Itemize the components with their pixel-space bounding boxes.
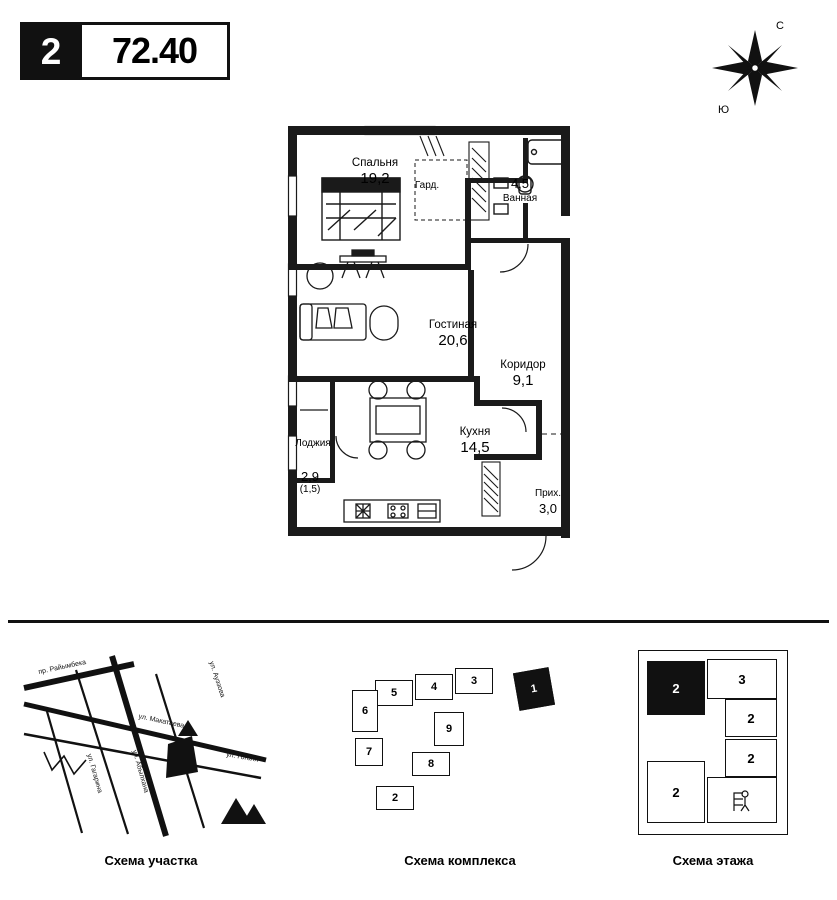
floor-unit-2c[interactable]: 2 [647, 761, 705, 823]
street-label-abylkhan: ул. Абылхана [130, 749, 150, 794]
complex-block-6[interactable]: 6 [352, 690, 378, 732]
complex-block-3[interactable]: 3 [455, 668, 493, 694]
rooms-count: 2 [20, 22, 82, 80]
site-map-panel [16, 648, 286, 838]
complex-map-title: Схема комплекса [404, 853, 516, 868]
room-label-bedroom: Спальня 19,2 [351, 157, 399, 188]
complex-block-5[interactable]: 5 [375, 680, 413, 706]
compass [690, 18, 820, 128]
compass-rose-icon [690, 18, 820, 128]
section-divider [8, 620, 829, 623]
complex-block-7[interactable]: 7 [355, 738, 383, 766]
floor-unit-2b[interactable]: 2 [725, 739, 777, 777]
room-label-livingroom: Гостиная 20,6 [428, 319, 478, 350]
room-label-wardrobe: Гард. [414, 180, 440, 191]
room-label-corridor: Коридор 9,1 [500, 359, 546, 390]
room-label-entrance: Прих. 3,0 [534, 488, 562, 516]
complex-block-8[interactable]: 8 [412, 752, 450, 776]
street-label-gogol: ул. Гоголя [225, 751, 259, 764]
site-map-title: Схема участка [104, 853, 198, 868]
floor-map-title: Схема этажа [672, 853, 754, 868]
street-label-makataev: ул. Макатаева [137, 713, 185, 730]
floor-unit-3[interactable]: 3 [707, 659, 777, 699]
floor-unit-selected[interactable]: 2 [647, 661, 705, 715]
total-area: 72.40 [82, 22, 230, 80]
loggia-area: 2,9 (1,5) [299, 469, 321, 496]
street-label-raiymbek: пр. Райымбека [37, 659, 87, 676]
complex-map-panel [340, 660, 580, 830]
floorplan-drawing [270, 118, 590, 588]
street-label-auezov: ул. Ауэзова [207, 660, 226, 699]
street-label-gagarin: ул. Гагарина [85, 753, 104, 794]
site-map-graphic [16, 648, 286, 838]
room-label-bathroom: 4,5 Ванная [502, 176, 538, 204]
floor-unit-stairs[interactable] [707, 777, 777, 823]
room-label-loggia: Лоджия [295, 438, 331, 449]
floor-map-panel [638, 650, 788, 835]
compass-south-label: Ю [718, 104, 730, 116]
floor-unit-2a[interactable]: 2 [725, 699, 777, 737]
complex-block-4[interactable]: 4 [415, 674, 453, 700]
compass-north-label: С [776, 20, 784, 32]
room-label-kitchen: Кухня 14,5 [459, 426, 491, 457]
apartment-summary-badge [20, 22, 230, 80]
stairs-icon [731, 787, 753, 813]
complex-block-9[interactable]: 9 [434, 712, 464, 746]
complex-block-2[interactable]: 2 [376, 786, 414, 810]
complex-block-selected[interactable]: 1 [513, 667, 555, 711]
